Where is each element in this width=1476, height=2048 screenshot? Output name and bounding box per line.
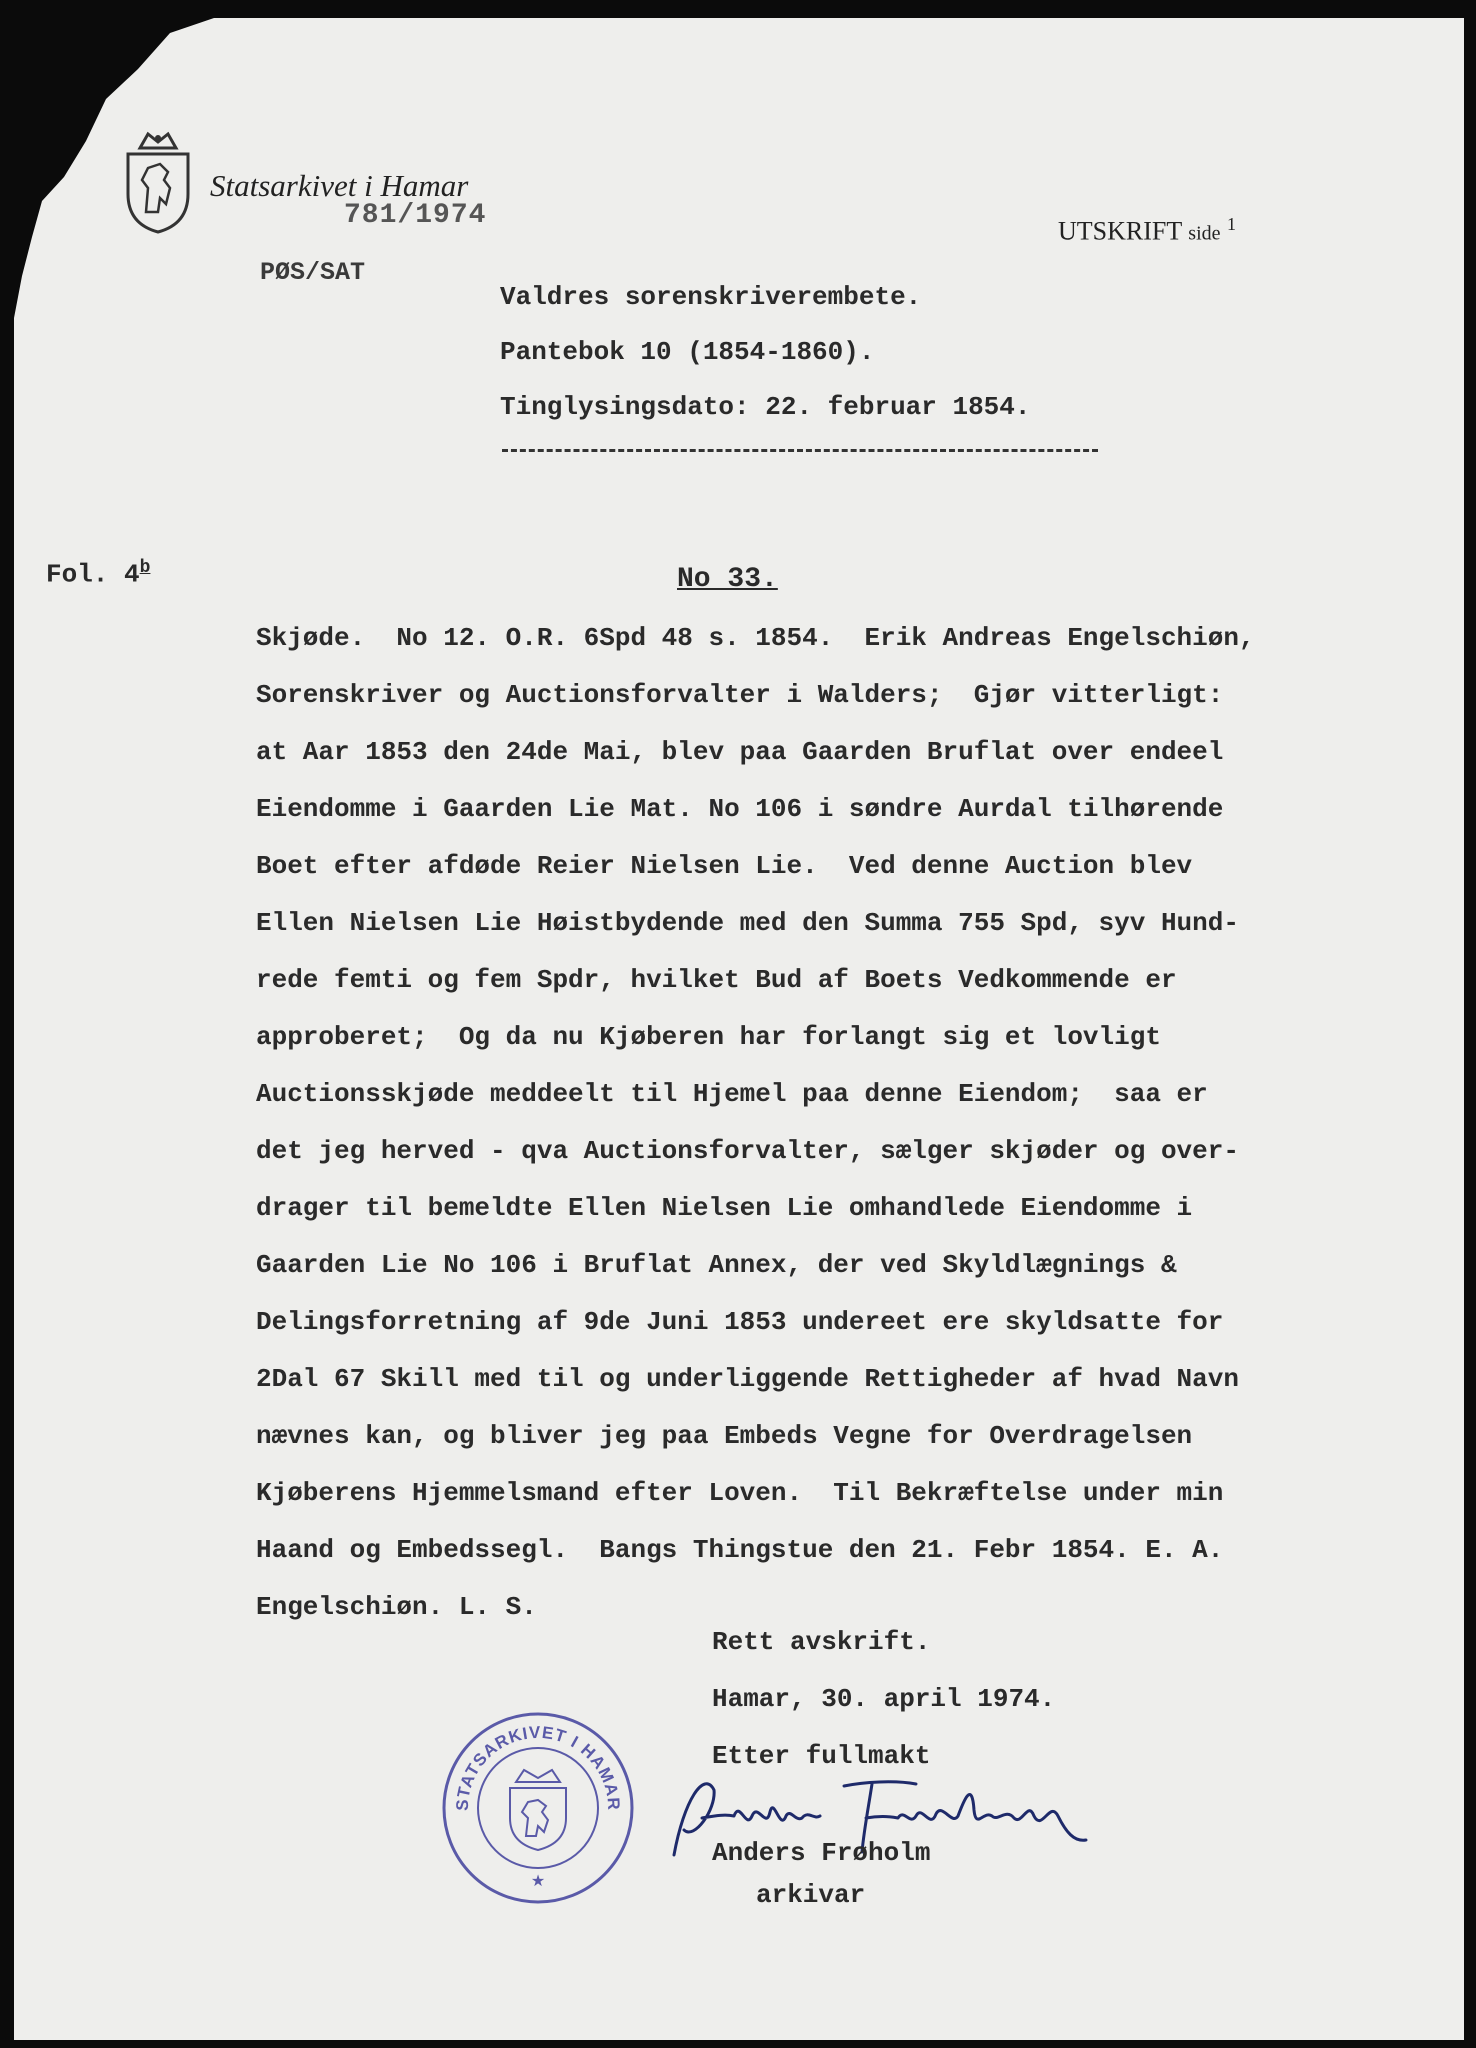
utskrift-label: UTSKRIFT	[1058, 216, 1182, 246]
institution-name: Statsarkivet i Hamar	[210, 168, 469, 203]
deed-line: Delingsforretning af 9de Juni 1853 undereet ere skyldsatte for	[256, 1307, 1224, 1337]
deed-line: Gaarden Lie No 106 i Bruflat Annex, der ved Skyldlægnings &	[256, 1250, 1177, 1280]
deed-line: Eiendomme i Gaarden Lie Mat. No 106 i søndre Aurdal tilhørende	[256, 794, 1224, 824]
deed-line: Haand og Embedssegl. Bangs Thingstue den 21. Febr 1854. E. A.	[256, 1535, 1224, 1565]
folio-prefix: Fol. 4	[46, 559, 140, 590]
heading-line: Valdres sorenskriverembete.	[500, 282, 922, 312]
certification-line: Etter fullmakt	[712, 1741, 931, 1771]
deed-line: Boet efter afdøde Reier Nielsen Lie. Ved denne Auction blev	[256, 851, 1193, 881]
folio-reference	[46, 558, 150, 590]
deed-line: Auctionsskjøde meddeelt til Hjemel paa denne Eiendom; saa er	[256, 1079, 1208, 1109]
deed-line: 2Dal 67 Skill med til og underliggende Rettigheder af hvad Navn	[256, 1364, 1239, 1394]
heading-line: Pantebok 10 (1854-1860).	[500, 337, 875, 367]
reference-number: 781/1974	[344, 200, 487, 231]
official-stamp	[438, 1708, 638, 1908]
page-indicator	[1058, 214, 1236, 247]
document-page	[14, 18, 1464, 2040]
coat-of-arms-icon	[118, 128, 198, 236]
deed-line: rede femti og fem Spdr, hvilket Bud af Boets Vedkommende er	[256, 965, 1177, 995]
initials: PØS/SAT	[260, 258, 366, 287]
record-number: No 33.	[677, 564, 778, 595]
deed-line: det jeg herved - qva Auctionsforvalter, sælger skjøder og over-	[256, 1136, 1239, 1166]
deed-line: at Aar 1853 den 24de Mai, blev paa Gaarden Bruflat over endeel	[256, 737, 1224, 767]
stamp-text: STATSARKIVET I HAMAR	[452, 1722, 624, 1812]
folio-suffix: b	[139, 558, 151, 578]
deed-line: drager til bemeldte Ellen Nielsen Lie omhandlede Eiendomme i	[256, 1193, 1193, 1223]
deed-text	[256, 610, 1396, 1636]
certification-line: Rett avskrift.	[712, 1627, 931, 1657]
deed-line: Ellen Nielsen Lie Høistbydende med den Summa 755 Spd, syv Hund-	[256, 908, 1239, 938]
deed-line: approberet; Og da nu Kjøberen har forlangt sig et lovligt	[256, 1022, 1161, 1052]
signer-block	[712, 1832, 930, 1916]
dashed-divider	[502, 449, 1098, 452]
heading-line: Tinglysingsdato: 22. februar 1854.	[500, 392, 1031, 422]
record-heading	[500, 270, 1031, 435]
signer-name: Anders Frøholm	[712, 1838, 931, 1868]
deed-line: Skjøde. No 12. O.R. 6Spd 48 s. 1854. Erik Andreas Engelschiøn,	[256, 623, 1255, 653]
deed-line: nævnes kan, og bliver jeg paa Embeds Vegne for Overdragelsen	[256, 1421, 1193, 1451]
deed-line: Engelschiøn. L. S.	[256, 1592, 537, 1622]
page-number: 1	[1227, 214, 1236, 234]
certification-line: Hamar, 30. april 1974.	[712, 1684, 1056, 1714]
deed-line: Sorenskriver og Auctionsforvalter i Walders; Gjør vitterligt:	[256, 680, 1224, 710]
signer-title: arkivar	[756, 1880, 866, 1910]
svg-text:★: ★	[530, 1871, 546, 1890]
deed-line: Kjøberens Hjemmelsmand efter Loven. Til Bekræftelse under min	[256, 1478, 1224, 1508]
side-label: side	[1188, 222, 1221, 245]
